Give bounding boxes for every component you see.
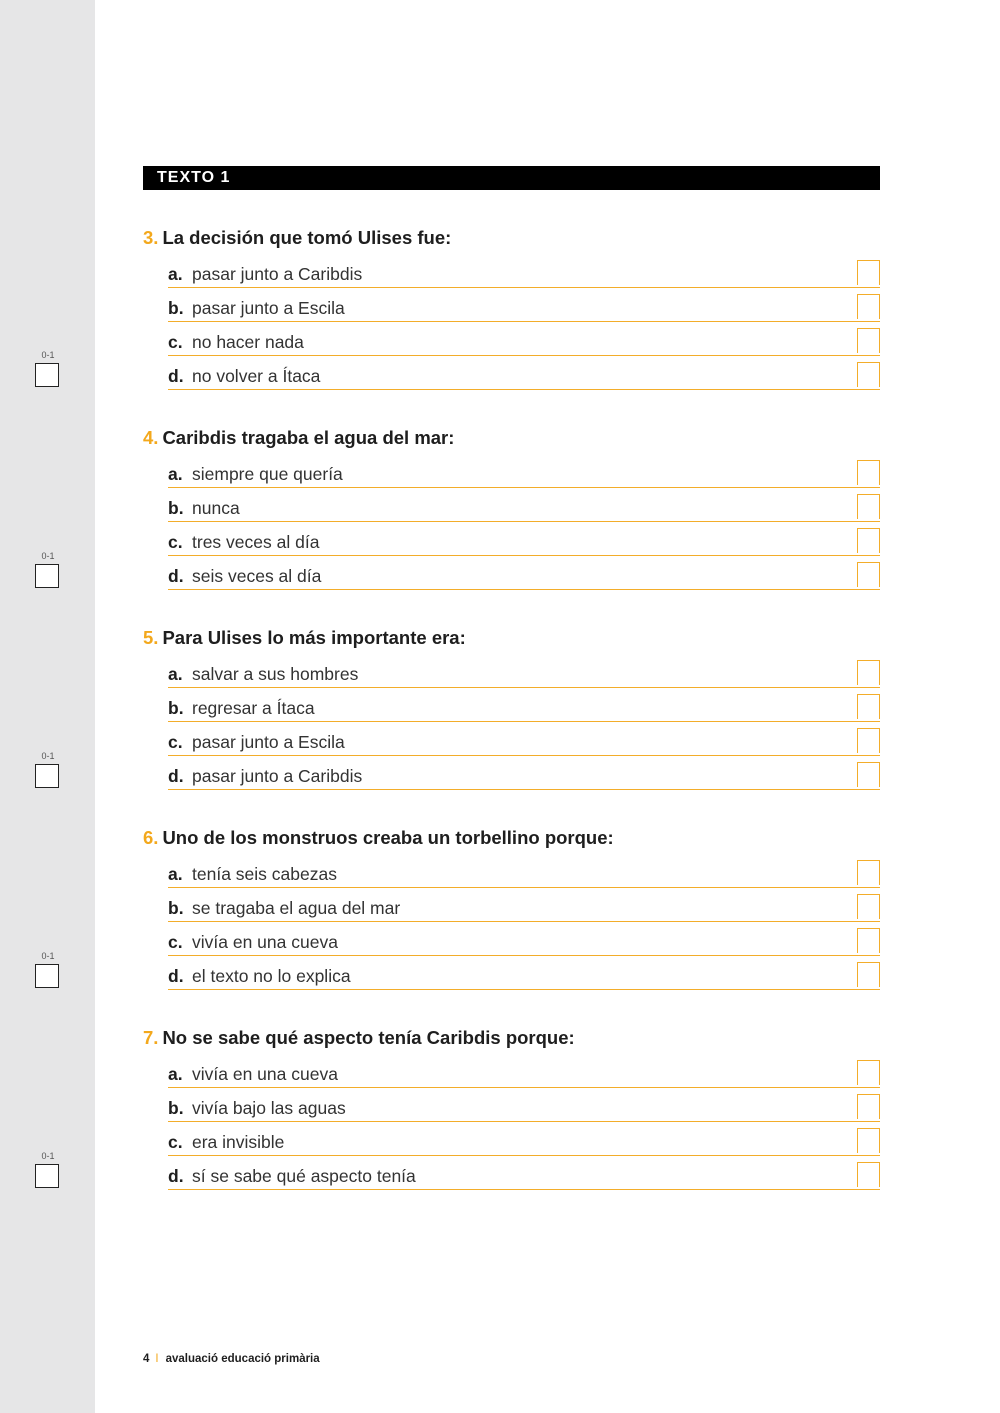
answer-checkbox[interactable] bbox=[857, 962, 880, 987]
page-number: 4 bbox=[143, 1353, 150, 1365]
answer-checkbox[interactable] bbox=[857, 860, 880, 885]
option-c bbox=[168, 729, 880, 756]
score-label: 0-1 bbox=[41, 350, 55, 360]
option-d bbox=[168, 763, 880, 790]
option-letter: a. bbox=[168, 864, 183, 884]
option-text: nunca bbox=[192, 498, 240, 518]
option-letter: b. bbox=[168, 498, 184, 518]
answer-checkbox[interactable] bbox=[857, 494, 880, 519]
score-box[interactable] bbox=[35, 764, 59, 788]
question-title bbox=[143, 827, 614, 849]
option-d bbox=[168, 963, 880, 990]
score-q7 bbox=[35, 1151, 61, 1188]
option-text: tenía seis cabezas bbox=[192, 864, 337, 884]
answer-checkbox[interactable] bbox=[857, 362, 880, 387]
section-title: TEXTO 1 bbox=[157, 169, 231, 186]
option-letter: b. bbox=[168, 898, 184, 918]
option-letter: a. bbox=[168, 264, 183, 284]
option-letter: a. bbox=[168, 464, 183, 484]
answer-checkbox[interactable] bbox=[857, 1060, 880, 1085]
question-number: 4. bbox=[143, 427, 159, 448]
option-letter: d. bbox=[168, 366, 184, 386]
score-label: 0-1 bbox=[41, 551, 55, 561]
option-text: siempre que quería bbox=[192, 464, 343, 484]
answer-checkbox[interactable] bbox=[857, 762, 880, 787]
section-header bbox=[143, 166, 880, 190]
score-box[interactable] bbox=[35, 964, 59, 988]
answer-checkbox[interactable] bbox=[857, 294, 880, 319]
option-text: seis veces al día bbox=[192, 566, 322, 586]
score-box[interactable] bbox=[35, 564, 59, 588]
answer-checkbox[interactable] bbox=[857, 260, 880, 285]
option-a bbox=[168, 1061, 880, 1088]
option-letter: b. bbox=[168, 698, 184, 718]
option-b bbox=[168, 1095, 880, 1122]
answer-checkbox[interactable] bbox=[857, 1094, 880, 1119]
option-text: pasar junto a Caribdis bbox=[192, 264, 363, 284]
option-letter: d. bbox=[168, 966, 184, 986]
option-letter: d. bbox=[168, 566, 184, 586]
option-a bbox=[168, 661, 880, 688]
option-text: vivía en una cueva bbox=[192, 1064, 338, 1084]
option-b bbox=[168, 495, 880, 522]
option-text: tres veces al día bbox=[192, 532, 320, 552]
option-c bbox=[168, 1129, 880, 1156]
option-text: sí se sabe qué aspecto tenía bbox=[192, 1166, 416, 1186]
option-letter: d. bbox=[168, 1166, 184, 1186]
option-letter: c. bbox=[168, 932, 183, 952]
option-letter: b. bbox=[168, 1098, 184, 1118]
score-label: 0-1 bbox=[41, 751, 55, 761]
option-text: pasar junto a Caribdis bbox=[192, 766, 363, 786]
option-a bbox=[168, 461, 880, 488]
option-c bbox=[168, 329, 880, 356]
option-d bbox=[168, 363, 880, 390]
footer-text: avaluació educació primària bbox=[165, 1353, 320, 1365]
footer-separator: I bbox=[155, 1353, 159, 1365]
answer-checkbox[interactable] bbox=[857, 460, 880, 485]
option-letter: c. bbox=[168, 532, 183, 552]
question-text: La decisión que tomó Ulises fue: bbox=[162, 227, 452, 248]
option-b bbox=[168, 695, 880, 722]
option-d bbox=[168, 1163, 880, 1190]
option-b bbox=[168, 895, 880, 922]
option-text: el texto no lo explica bbox=[192, 966, 351, 986]
option-text: era invisible bbox=[192, 1132, 285, 1152]
question-text: Para Ulises lo más importante era: bbox=[162, 627, 466, 648]
score-q5 bbox=[35, 751, 61, 788]
option-d bbox=[168, 563, 880, 590]
left-margin-strip bbox=[0, 0, 95, 1413]
option-letter: c. bbox=[168, 1132, 183, 1152]
score-q6 bbox=[35, 951, 61, 988]
question-text: No se sabe qué aspecto tenía Caribdis porque: bbox=[162, 1027, 575, 1048]
option-a bbox=[168, 861, 880, 888]
question-text: Uno de los monstruos creaba un torbellino porque: bbox=[162, 827, 614, 848]
score-q3 bbox=[35, 350, 61, 387]
option-letter: c. bbox=[168, 332, 183, 352]
question-title bbox=[143, 1027, 575, 1049]
answer-checkbox[interactable] bbox=[857, 660, 880, 685]
option-text: no volver a Ítaca bbox=[192, 366, 321, 386]
option-text: salvar a sus hombres bbox=[192, 664, 359, 684]
option-letter: a. bbox=[168, 1064, 183, 1084]
option-a bbox=[168, 261, 880, 288]
option-text: pasar junto a Escila bbox=[192, 298, 345, 318]
score-label: 0-1 bbox=[41, 1151, 55, 1161]
answer-checkbox[interactable] bbox=[857, 562, 880, 587]
option-text: vivía en una cueva bbox=[192, 932, 338, 952]
option-letter: c. bbox=[168, 732, 183, 752]
score-label: 0-1 bbox=[41, 951, 55, 961]
option-letter: d. bbox=[168, 766, 184, 786]
score-q4 bbox=[35, 551, 61, 588]
question-title bbox=[143, 227, 451, 249]
question-number: 6. bbox=[143, 827, 159, 848]
question-title bbox=[143, 427, 454, 449]
question-number: 3. bbox=[143, 227, 159, 248]
option-text: no hacer nada bbox=[192, 332, 304, 352]
score-box[interactable] bbox=[35, 1164, 59, 1188]
answer-checkbox[interactable] bbox=[857, 894, 880, 919]
answer-checkbox[interactable] bbox=[857, 528, 880, 553]
answer-checkbox[interactable] bbox=[857, 694, 880, 719]
option-text: pasar junto a Escila bbox=[192, 732, 345, 752]
question-title bbox=[143, 627, 466, 649]
answer-checkbox[interactable] bbox=[857, 328, 880, 353]
question-number: 5. bbox=[143, 627, 159, 648]
answer-checkbox[interactable] bbox=[857, 728, 880, 753]
option-c bbox=[168, 529, 880, 556]
option-letter: a. bbox=[168, 664, 183, 684]
option-text: se tragaba el agua del mar bbox=[192, 898, 401, 918]
page-footer bbox=[143, 1353, 320, 1365]
question-text: Caribdis tragaba el agua del mar: bbox=[162, 427, 455, 448]
option-c bbox=[168, 929, 880, 956]
answer-checkbox[interactable] bbox=[857, 1128, 880, 1153]
option-text: regresar a Ítaca bbox=[192, 698, 315, 718]
option-b bbox=[168, 295, 880, 322]
option-letter: b. bbox=[168, 298, 184, 318]
question-number: 7. bbox=[143, 1027, 159, 1048]
answer-checkbox[interactable] bbox=[857, 928, 880, 953]
answer-checkbox[interactable] bbox=[857, 1162, 880, 1187]
option-text: vivía bajo las aguas bbox=[192, 1098, 346, 1118]
score-box[interactable] bbox=[35, 363, 59, 387]
